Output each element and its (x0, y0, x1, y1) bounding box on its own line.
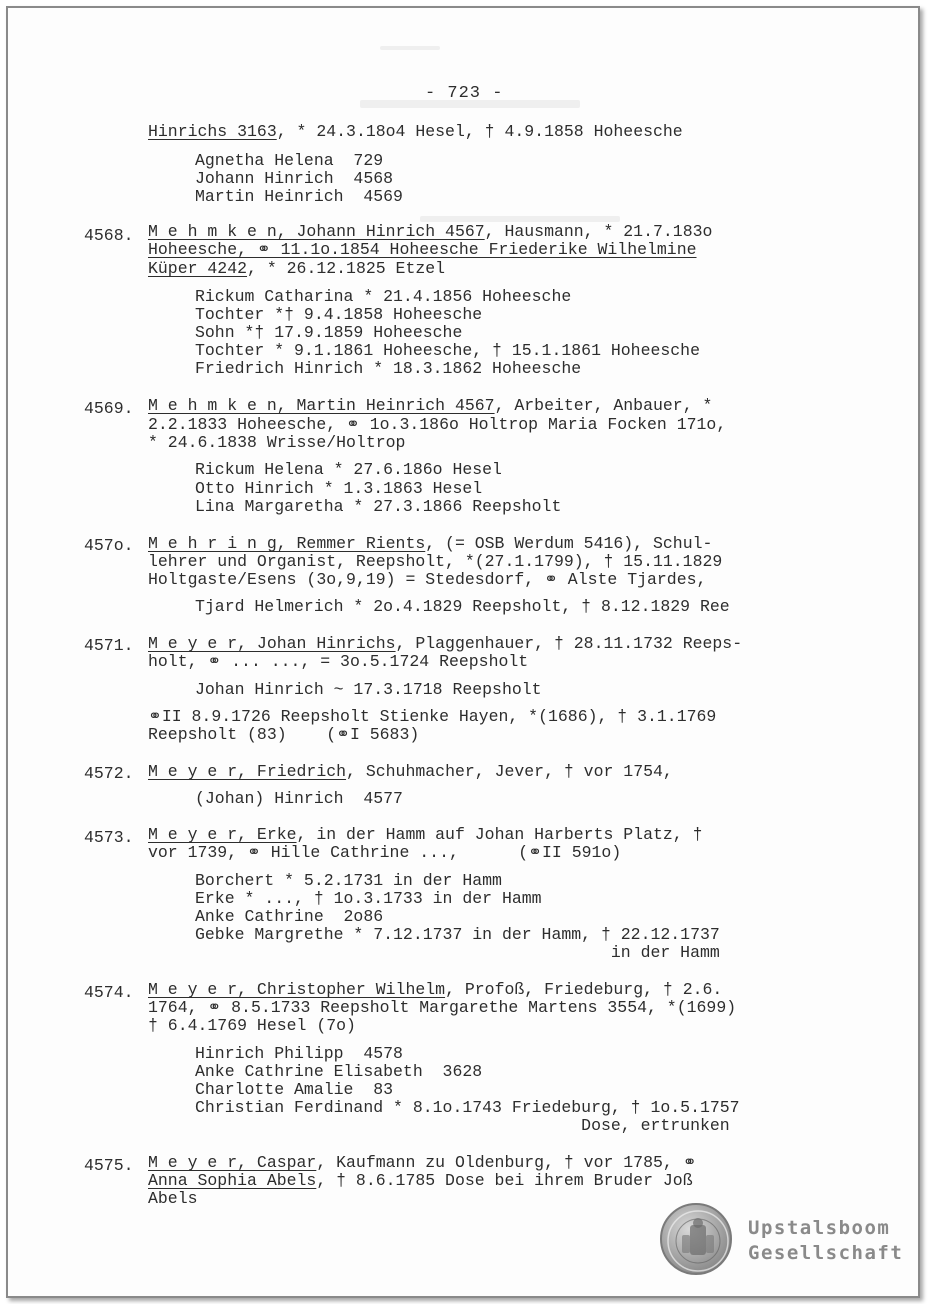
child-line: Lina Margaretha * 27.3.1866 Reepsholt (195, 497, 562, 516)
child-line: Sohn *† 17.9.1859 Hoheesche (195, 323, 463, 342)
entry-number: 4568. (84, 226, 134, 245)
entry-line: Hoheesche, ⚭ 11.1o.1854 Hoheesche Friederike Wilhelmine (148, 240, 697, 259)
entry-line: M e y e r, Caspar, Kaufmann zu Oldenburg, † vor 1785, ⚭ (148, 1153, 697, 1172)
entry-line: M e y e r, Christopher Wilhelm, Profoß, Friedeburg, † 2.6. (148, 980, 723, 999)
child-line: Agnetha Helena 729 (195, 151, 384, 170)
entry-line: Holtgaste/Esens (3o,9,19) = Stedesdorf, ⚭ Alste Tjardes, (148, 570, 707, 589)
entry-line: M e y e r, Friedrich, Schuhmacher, Jever, † vor 1754, (148, 762, 673, 781)
entry-line: vor 1739, ⚭ Hille Cathrine ..., (⚭II 591o) (148, 843, 622, 862)
entry-line: Küper 4242, * 26.12.1825 Etzel (148, 259, 446, 278)
entry-line: M e h m k e n, Johann Hinrich 4567, Hausmann, * 21.7.183o (148, 222, 713, 241)
entry-number: 4572. (84, 764, 134, 783)
child-line: Martin Heinrich 4569 (195, 187, 403, 206)
page-number: - 723 - (425, 84, 504, 103)
marriage-line: Reepsholt (83) (⚭I 5683) (148, 725, 420, 744)
child-line: Tjard Helmerich * 2o.4.1829 Reepsholt, † 8.12.1829 Ree (195, 597, 730, 616)
child-line: Gebke Margrethe * 7.12.1737 in der Hamm, † 22.12.1737 (195, 925, 720, 944)
child-line: Tochter *† 9.4.1858 Hoheesche (195, 305, 483, 324)
entry-line: holt, ⚭ ... ..., = 3o.5.1724 Reepsholt (148, 652, 529, 671)
entry-number: 4575. (84, 1156, 134, 1175)
entry-number: 4574. (84, 983, 134, 1002)
child-line: (Johan) Hinrich 4577 (195, 789, 403, 808)
entry-line: Abels (148, 1189, 198, 1208)
child-line: Borchert * 5.2.1731 in der Hamm (195, 871, 502, 890)
entry-number: 4573. (84, 828, 134, 847)
entry-number: 457o. (84, 536, 134, 555)
child-line: Rickum Catharina * 21.4.1856 Hoheesche (195, 287, 572, 306)
entry-line: 1764, ⚭ 8.5.1733 Reepsholt Margarethe Martens 3554, *(1699) (148, 998, 737, 1017)
intro-name: Hinrichs 3163 (148, 122, 277, 141)
entry-line: M e y e r, Johan Hinrichs, Plaggenhauer, † 28.11.1732 Reeps- (148, 634, 743, 653)
child-line: Hinrich Philipp 4578 (195, 1044, 403, 1063)
logo-line-2: Gesellschaft (748, 1242, 904, 1264)
child-line: Friedrich Hinrich * 18.3.1862 Hoheesche (195, 359, 582, 378)
entry-line: M e h r i n g, Remmer Rients, (= OSB Werdum 5416), Schul- (148, 534, 713, 553)
child-line: Erke * ..., † 1o.3.1733 in der Hamm (195, 889, 542, 908)
logo-line-1: Upstalsboom (748, 1217, 891, 1239)
entry-number: 4571. (84, 636, 134, 655)
child-line: Johan Hinrich ~ 17.3.1718 Reepsholt (195, 680, 542, 699)
scan-smudge (380, 46, 440, 50)
child-line: Anke Cathrine 2o86 (195, 907, 384, 926)
child-line: Christian Ferdinand * 8.1o.1743 Friedeburg, † 1o.5.1757 (195, 1098, 740, 1117)
entry-line: † 6.4.1769 Hesel (7o) (148, 1016, 356, 1035)
entry-line: * 24.6.1838 Wrisse/Holtrop (148, 433, 406, 452)
child-line: in der Hamm (195, 943, 720, 962)
child-line: Anke Cathrine Elisabeth 3628 (195, 1062, 483, 1081)
entry-line: Anna Sophia Abels, † 8.6.1785 Dose bei ihrem Bruder Joß (148, 1171, 693, 1190)
child-line: Charlotte Amalie 83 (195, 1080, 394, 1099)
entry-line: M e h m k e n, Martin Heinrich 4567, Arbeiter, Anbauer, * (148, 396, 713, 415)
entry-number: 4569. (84, 399, 134, 418)
entry-line: M e y e r, Erke, in der Hamm auf Johan Harberts Platz, † (148, 825, 703, 844)
child-line: Dose, ertrunken (195, 1116, 730, 1135)
seal-logo-icon (660, 1203, 732, 1275)
entry-line: 2.2.1833 Hoheesche, ⚭ 1o.3.186o Holtrop Maria Focken 171o, (148, 415, 727, 434)
intro-line: Hinrichs 3163, * 24.3.18o4 Hesel, † 4.9.1858 Hoheesche (148, 122, 683, 141)
child-line: Rickum Helena * 27.6.186o Hesel (195, 460, 502, 479)
entry-line: lehrer und Organist, Reepsholt, *(27.1.1799), † 15.11.1829 (148, 552, 723, 571)
child-line: Johann Hinrich 4568 (195, 169, 394, 188)
society-logo-text (748, 1216, 903, 1266)
child-line: Otto Hinrich * 1.3.1863 Hesel (195, 479, 483, 498)
child-line: Tochter * 9.1.1861 Hoheesche, † 15.1.1861 Hoheesche (195, 341, 700, 360)
marriage-line: ⚭II 8.9.1726 Reepsholt Stienke Hayen, *(1686), † 3.1.1769 (148, 707, 717, 726)
